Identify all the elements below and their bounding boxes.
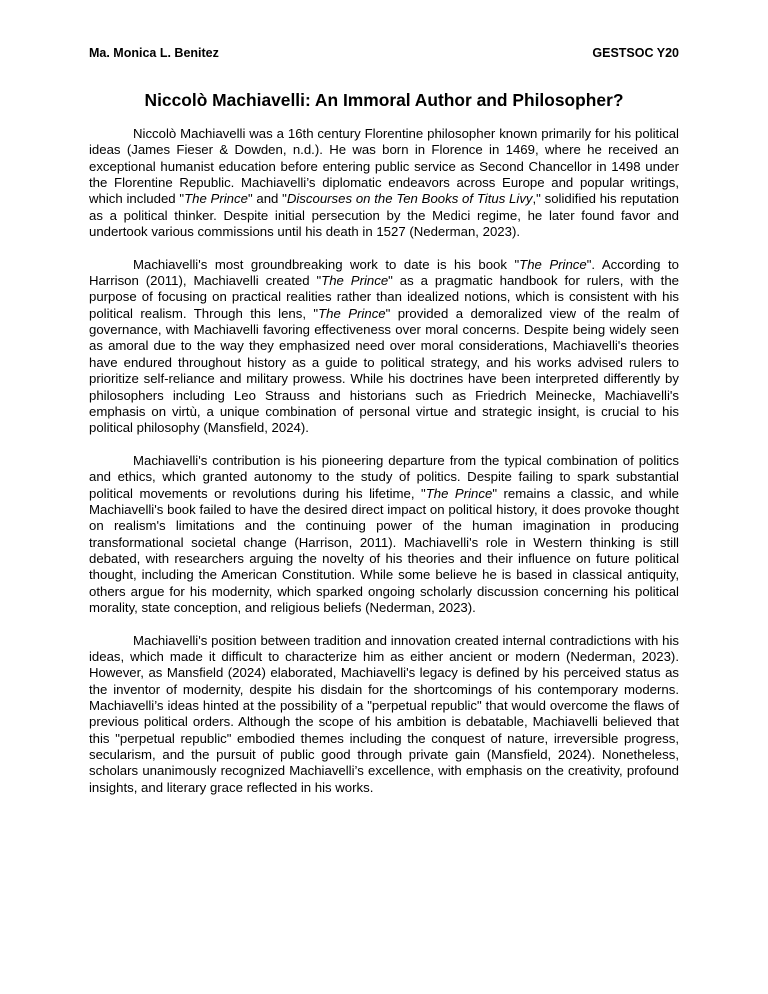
document-title: Niccolò Machiavelli: An Immoral Author and Philosopher?: [144, 90, 624, 110]
paragraph-text: " provided a demoralized view of the realm of governance, with Machiavelli favoring effectiveness over moral concerns. Despite being widely seen as amoral due to the way they emphasized need over moral considerations, Machiavelli's theories have endured throughout history as a guide to political strategy, and his works advised rulers to prioritize self-reliance and military prowess. While his doctrines have been interpreted differently by philosophers including Leo Strauss and historians such as Friedrich Meinecke, Machiavelli's emphasis on virtù, a unique combination of personal virtue and strategic insight, is crucial to his political philosophy (Mansfield, 2024).: [89, 305, 679, 436]
paragraph-text: ". According to Harrison (2011), Machiavelli created ": [89, 256, 679, 289]
paragraph-text: Machiavelli's most groundbreaking work to date is his book ": [133, 256, 520, 272]
paragraph-4: [89, 633, 679, 796]
paragraph-text: " as a pragmatic handbook for rulers, with the purpose of focusing on practical realities rather than idealized notions, which is consistent with his political realism. Through this lens, ": [89, 273, 679, 321]
italic-title-text: The Prince: [425, 485, 493, 501]
italic-title-text: The Prince: [318, 305, 386, 321]
paragraph-text: " remains a classic, and while Machiavelli's book failed to have the desired direct impact on political history, it does provoke thought on realism's limitations and the continuing power of the human imagination in producing transformational societal change (Harrison, 2011). Machiavelli's role in Western thinking is still debated, with researchers arguing the novelty of his theories and their influence on future political thought, including the American Constitution. While some believe he is based in classical antiquity, others argue for his modernity, which sparked ongoing scholarly discussion concerning his political morality, state conception, and religious beliefs (Nederman, 2023).: [89, 485, 679, 615]
course-code: GESTSOC Y20: [592, 46, 679, 60]
paragraph-text: Machiavelli's position between tradition and innovation created internal contradictions with his ideas, which made it difficult to characterize him as either ancient or modern (Nederman, 2023). However, as Mansfield (2024) elaborated, Machiavelli's legacy is defined by his perceived status as the inventor of modernity, despite his disdain for the shortcomings of his contemporary moderns. Machiavelli’s ideas hinted at the possibility of a "perpetual republic" that would overcome the flaws of previous political orders. Although the scope of his ambition is debatable, Machiavelli believed that this "perpetual republic" embodied themes including the conquest of nature, irreversible progress, secularism, and the pursuit of public good through private gain (Mansfield, 2024). Nonetheless, scholars unanimously recognized Machiavelli’s excellence, with emphasis on the creativity, profound insights, and literary grace reflected in his works.: [89, 632, 679, 795]
italic-title-text: The Prince: [519, 256, 587, 272]
italic-title-text: The Prince: [184, 191, 248, 207]
author-name: Ma. Monica L. Benitez: [89, 46, 219, 60]
document-body: [89, 126, 679, 812]
paragraph-text: ," solidified his reputation as a political thinker. Despite initial persecution by the Medici regime, he later found favor and undertook various commissions until his death in 1527 (Nederman, 2023).: [89, 191, 679, 240]
page-header: [89, 46, 679, 62]
paragraph-text: Niccolò Machiavelli was a 16th century Florentine philosopher known primarily for his political ideas (James Fieser & Dowden, n.d.). He was born in Florence in 1469, where he received an exceptional humanist education before entering public service as Second Chancellor in 1498 under the Florentine Republic. Machiavelli’s diplomatic endeavors across Europe and popular writings, which included ": [89, 126, 679, 207]
paragraph-3: [89, 453, 679, 616]
italic-title-text: Discourses on the Ten Books of Titus Livy: [286, 191, 533, 207]
paragraph-1: [89, 126, 679, 240]
italic-title-text: The Prince: [321, 273, 389, 289]
paragraph-text: Machiavelli's contribution is his pioneering departure from the typical combination of politics and ethics, which granted autonomy to the study of politics. Despite failing to spark substantial political movements or revolutions during his lifetime, ": [89, 452, 679, 501]
paragraph-text: " and ": [247, 191, 287, 207]
paragraph-2: [89, 257, 679, 437]
